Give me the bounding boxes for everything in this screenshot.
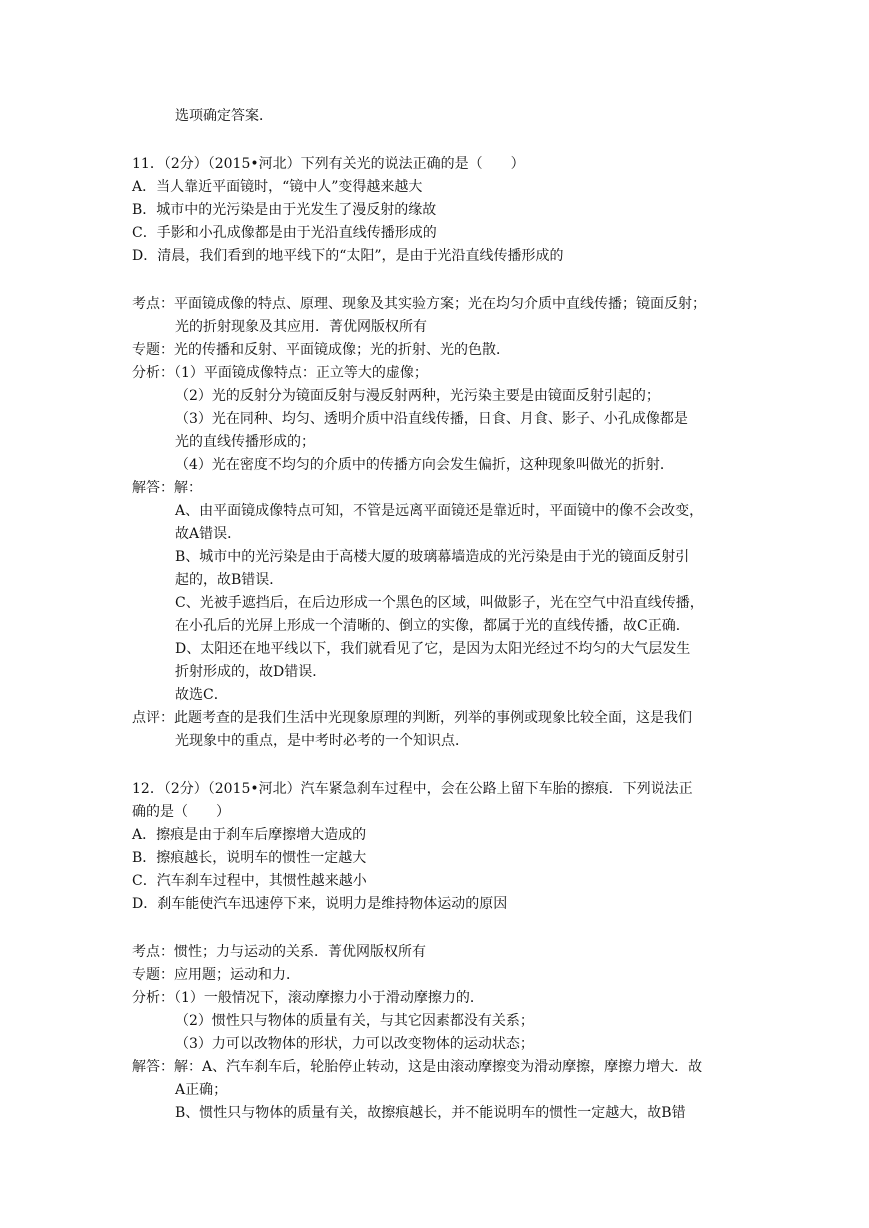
- option-a: A．当人靠近平面镜时，“镜中人”变得越来越大: [132, 179, 423, 195]
- option-c: C．手影和小孔成像都是由于光沿直线传播形成的: [132, 225, 437, 241]
- jieda-line: 折射形成的，故D错误．: [175, 664, 327, 680]
- question-stem: 12．（2分）（2015•河北）汽车紧急刹车过程中，会在公路上留下车胎的擦痕．下列说法正: [132, 781, 693, 797]
- jieda-line: 起的，故B错误．: [175, 572, 284, 588]
- jieda-line: 解答：解：: [132, 480, 202, 496]
- fenxi-line: 分析：（1）一般情况下，滚动摩擦力小于滑动摩擦力的．: [132, 990, 484, 1006]
- kaodian-line: 光的折射现象及其应用．菁优网版权所有: [175, 319, 427, 335]
- fenxi-line: 光的直线传播形成的；: [175, 434, 315, 450]
- option-d: D．清晨，我们看到的地平线下的“太阳”，是由于光沿直线传播形成的: [132, 248, 564, 264]
- jieda-line: 故选C．: [175, 687, 228, 703]
- jieda-line: 故A错误．: [175, 526, 242, 542]
- fenxi-line: （4）光在密度不均匀的介质中的传播方向会发生偏折，这种现象叫做光的折射．: [175, 457, 674, 473]
- question-stem: 确的是（ ）: [132, 804, 230, 820]
- option-a: A．擦痕是由于刹车后摩擦增大造成的: [132, 827, 367, 843]
- jieda-line: 解答：解：A、汽车刹车后，轮胎停止转动，这是由滚动摩擦变为滑动摩擦，摩擦力增大．故: [132, 1059, 703, 1075]
- question-stem: 11．（2分）（2015•河北）下列有关光的说法正确的是（ ）: [132, 156, 525, 172]
- jieda-line: A、由平面镜成像特点可知，不管是远离平面镜还是靠近时，平面镜中的像不会改变，: [175, 503, 704, 519]
- kaodian-line: 考点：惯性；力与运动的关系．菁优网版权所有: [132, 944, 426, 960]
- kaodian-line: 考点：平面镜成像的特点、原理、现象及其实验方案；光在均匀介质中直线传播；镜面反射；: [132, 296, 706, 312]
- option-b: B．城市中的光污染是由于光发生了漫反射的缘故: [132, 202, 437, 218]
- fenxi-line: （3）力可以改物体的形状，力可以改变物体的运动状态；: [175, 1036, 534, 1052]
- dianping-line: 点评：此题考查的是我们生活中光现象原理的判断，列举的事例或现象比较全面，这是我们: [132, 710, 692, 726]
- option-c: C．汽车刹车过程中，其惯性越来越小: [132, 873, 367, 889]
- jieda-line: 在小孔后的光屏上形成一个清晰的、倒立的实像，都属于光的直线传播，故C正确．: [175, 618, 690, 634]
- jieda-line: A正确；: [175, 1082, 228, 1098]
- fenxi-line: （3）光在同种、均匀、透明介质中沿直线传播，日食、月食、影子、小孔成像都是: [175, 411, 688, 427]
- option-b: B．擦痕越长，说明车的惯性一定越大: [132, 850, 367, 866]
- jieda-line: D、太阳还在地平线以下，我们就看见了它，是因为太阳光经过不均匀的大气层发生: [175, 641, 691, 657]
- jieda-line: B、城市中的光污染是由于高楼大厦的玻璃幕墙造成的光污染是由于光的镜面反射引: [175, 549, 690, 565]
- fenxi-line: 分析：（1）平面镜成像特点：正立等大的虚像；: [132, 365, 428, 381]
- zhuanti-line: 专题：光的传播和反射、平面镜成像；光的折射、光的色散．: [132, 342, 510, 358]
- dianping-line: 光现象中的重点，是中考时必考的一个知识点．: [175, 733, 469, 749]
- option-d: D．刹车能使汽车迅速停下来，说明力是维持物体运动的原因: [132, 896, 508, 912]
- jieda-line: B、惯性只与物体的质量有关，故擦痕越长，并不能说明车的惯性一定越大，故B错: [175, 1105, 686, 1121]
- fenxi-line: （2）光的反射分为镜面反射与漫反射两种，光污染主要是由镜面反射引起的；: [175, 388, 660, 404]
- continuation-text: 选项确定答案．: [175, 108, 273, 124]
- zhuanti-line: 专题：应用题；运动和力．: [132, 967, 300, 983]
- jieda-line: C、光被手遮挡后，在后边形成一个黑色的区域，叫做影子，光在空气中沿直线传播，: [175, 595, 704, 611]
- fenxi-line: （2）惯性只与物体的质量有关，与其它因素都没有关系；: [175, 1013, 534, 1029]
